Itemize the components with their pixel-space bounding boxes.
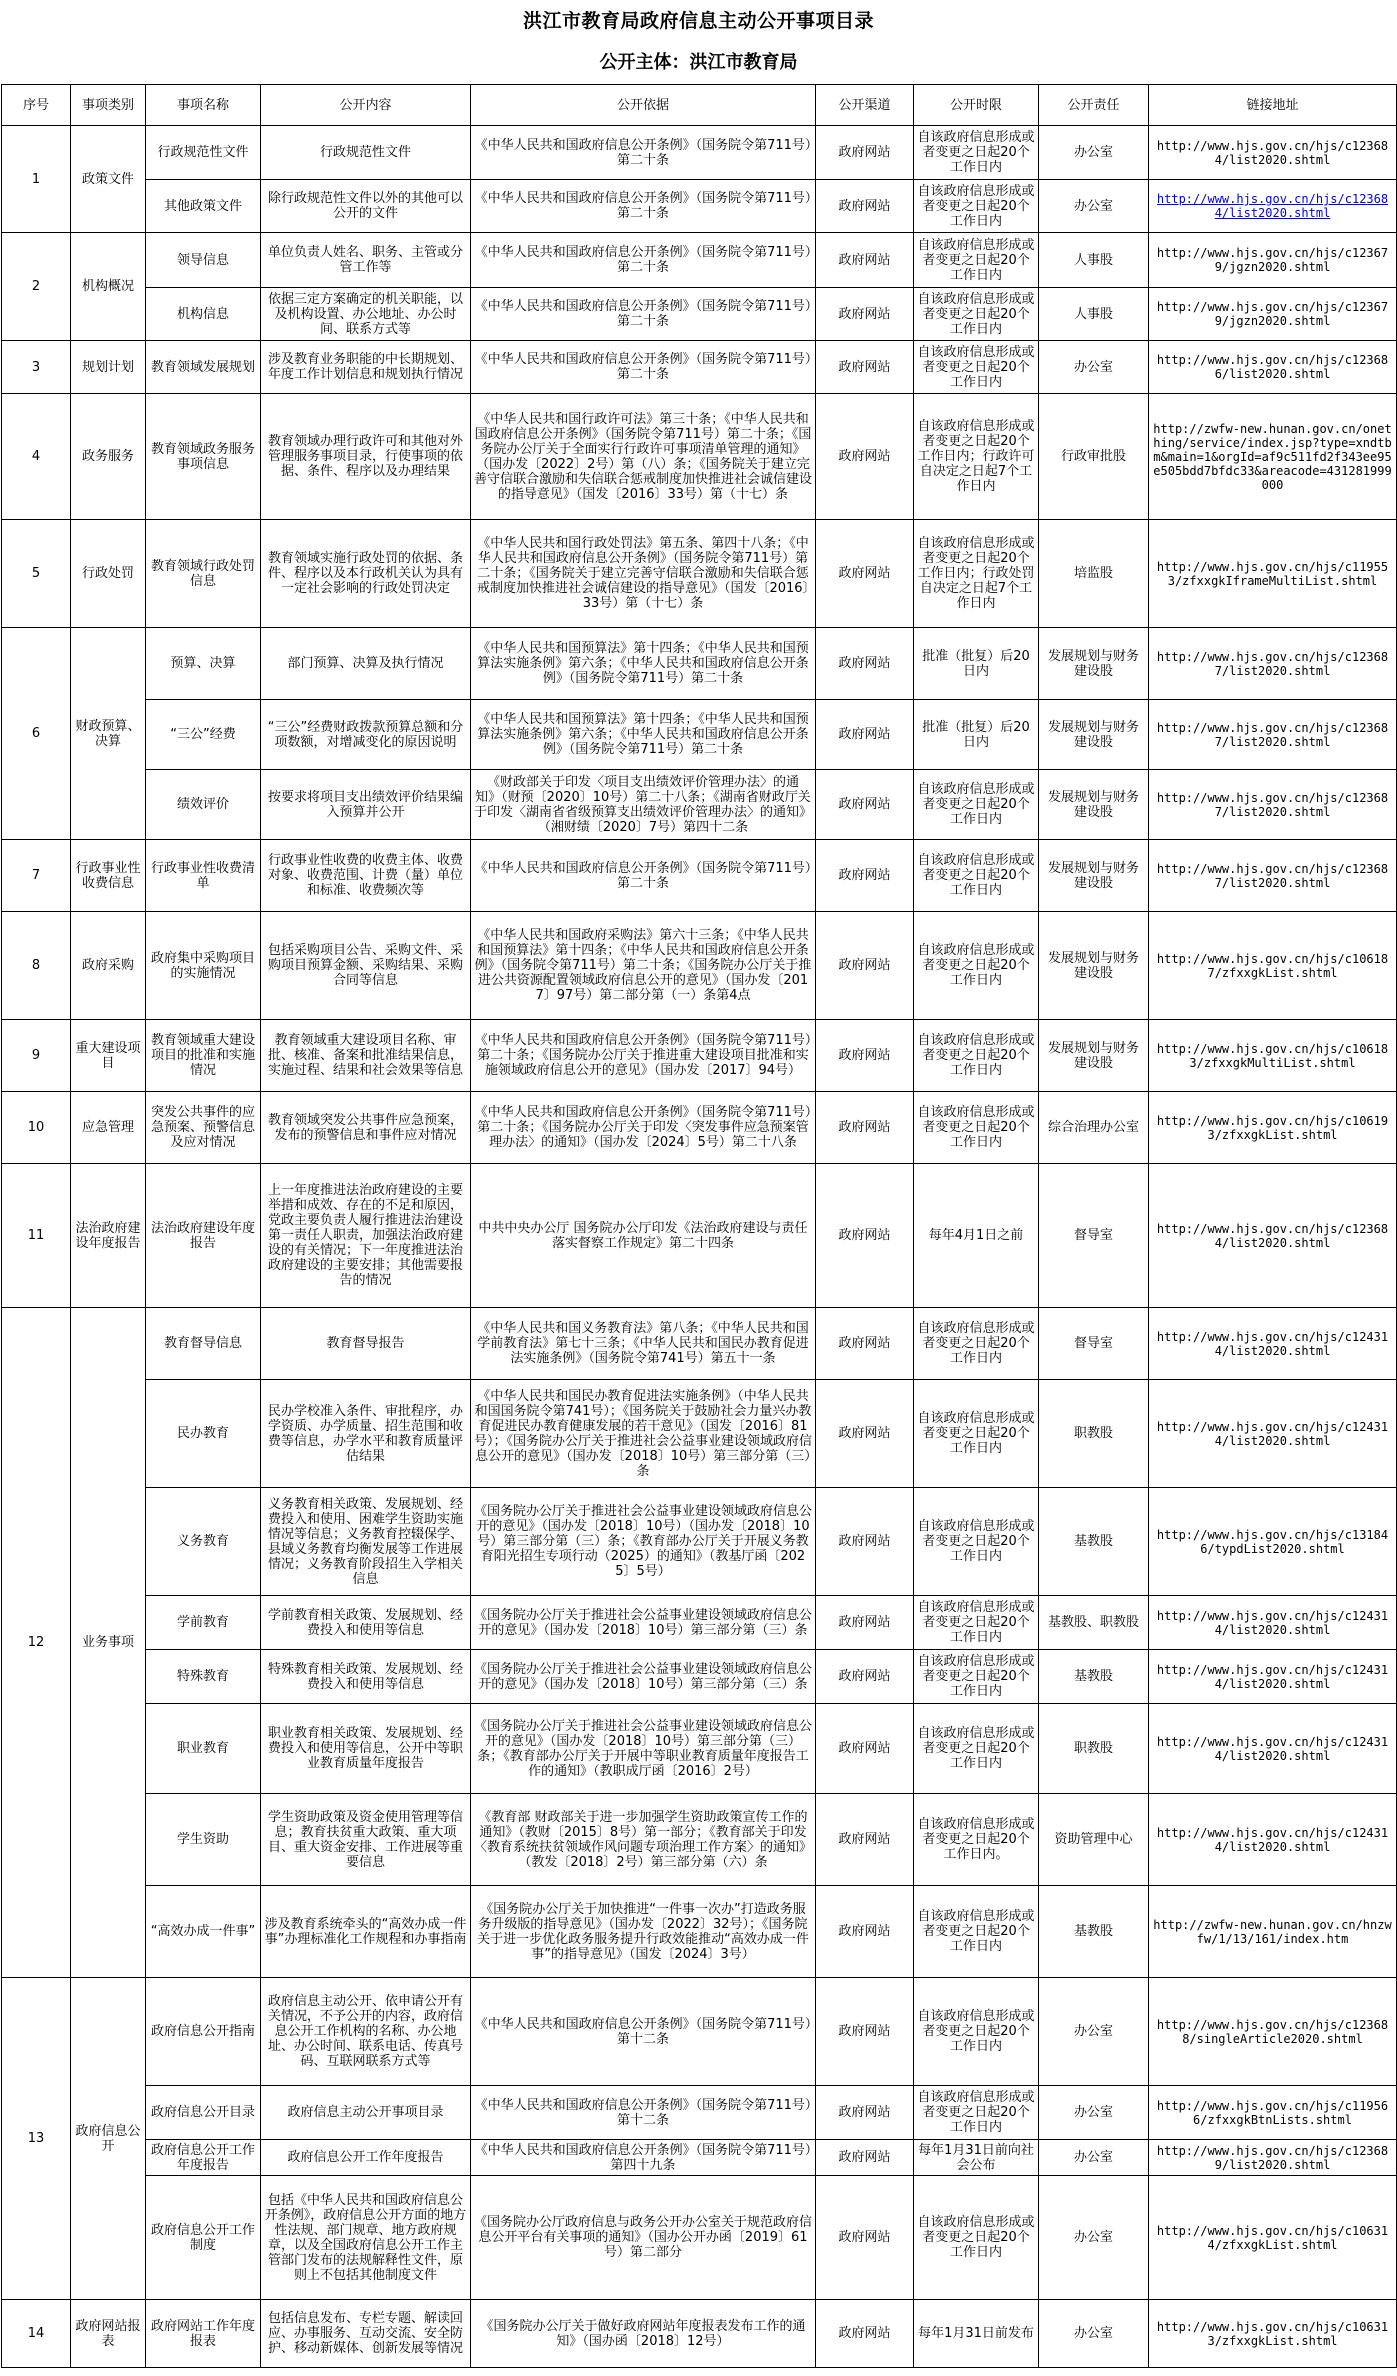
link-url-text: http://www.hjs.gov.cn/hjs/c106183/zfxxgkMultiList.shtml: [1156, 1041, 1389, 1070]
cell-link: [1149, 1886, 1397, 1978]
link-url-text: http://www.hjs.gov.cn/hjs/c124314/list2020.shtml: [1156, 1329, 1389, 1358]
table-row: [2, 126, 1397, 180]
cell-basis: 《中华人民共和国预算法》第十四条；《中华人民共和国预算法实施条例》第六条；《中华人民共和国政府信息公开条例》（国务院令第711号）第二十条: [471, 628, 816, 700]
cell-link: [1149, 1704, 1397, 1794]
table-row: [2, 1704, 1397, 1794]
cell-basis: 《中华人民共和国政府信息公开条例》（国务院令第711号）第二十条: [471, 840, 816, 912]
cell-channel: 政府网站: [816, 1164, 914, 1308]
table-row: [2, 912, 1397, 1020]
cell-link: [1149, 1650, 1397, 1704]
cell-category: 重大建设项目: [71, 1020, 146, 1092]
cell-link: [1149, 233, 1397, 288]
cell-category: 行政事业性收费信息: [71, 840, 146, 912]
cell-link: [1149, 1488, 1397, 1596]
table-row: [2, 233, 1397, 288]
cell-basis: 《中华人民共和国政府信息公开条例》（国务院令第711号）第二十条；《国务院办公厅关于推进重大建设项目批准和实施领域政府信息公开的意见》（国办发〔2017〕94号）: [471, 1020, 816, 1092]
cell-item-name: 学前教育: [146, 1596, 261, 1650]
header-col-content: 公开内容: [261, 85, 471, 126]
cell-responsibility: 发展规划与财务建设股: [1039, 912, 1149, 1020]
cell-responsibility: 发展规划与财务建设股: [1039, 840, 1149, 912]
table-row: [2, 1020, 1397, 1092]
cell-number: 10: [2, 1092, 71, 1164]
cell-channel: 政府网站: [816, 1650, 914, 1704]
cell-content: 教育领域突发公共事件应急预案，发布的预警信息和事件应对情况: [261, 1092, 471, 1164]
cell-link: [1149, 2176, 1397, 2300]
table-row: [2, 628, 1397, 700]
link-url-text: http://www.hjs.gov.cn/hjs/c124314/list2020.shtml: [1156, 1825, 1389, 1854]
table-row: [2, 1794, 1397, 1886]
cell-time-limit: 自该政府信息形成或者变更之日起20个工作日内: [914, 126, 1039, 180]
header-col-number: 序号: [2, 85, 71, 126]
cell-basis: 《国务院办公厅关于推进社会公益事业建设领域政府信息公开的意见》（国办发〔2018〕10号）第三部分第（三）条: [471, 1650, 816, 1704]
link-url-text: http://www.hjs.gov.cn/hjs/c123686/list2020.shtml: [1156, 353, 1389, 381]
page-title: 洪江市教育局政府信息主动公开事项目录: [522, 10, 874, 32]
cell-item-name: 行政事业性收费清单: [146, 840, 261, 912]
cell-time-limit: 自该政府信息形成或者变更之日起20个工作日内: [914, 180, 1039, 233]
link-url-text: http://www.hjs.gov.cn/hjs/c106193/zfxxgkList.shtml: [1156, 1113, 1389, 1142]
cell-link: [1149, 2086, 1397, 2140]
cell-category: 政府信息公开: [71, 1978, 146, 2300]
cell-time-limit: 自该政府信息形成或者变更之日起20个工作日内: [914, 1092, 1039, 1164]
cell-item-name: 政府集中采购项目的实施情况: [146, 912, 261, 1020]
cell-time-limit: 自该政府信息形成或者变更之日起20个工作日内: [914, 233, 1039, 288]
table-row: [2, 341, 1397, 394]
cell-basis: 《国务院办公厅关于推进社会公益事业建设领域政府信息公开的意见》（国办发〔2018〕10号）第三部分第（三）条；《教育部办公厅关于开展中等职业教育质量年度报告工作的通知》（教职成厅函〔2016〕2号）: [471, 1704, 816, 1794]
cell-basis: 《国务院办公厅关于做好政府网站年度报表发布工作的通知》（国办函〔2018〕12号）: [471, 2300, 816, 2368]
cell-basis: 《中华人民共和国义务教育法》第八条；《中华人民共和国学前教育法》第七十三条；《中华人民共和国民办教育促进法实施条例》（国务院令第741号）第五十一条: [471, 1308, 816, 1380]
cell-basis: 《国务院办公厅关于推进社会公益事业建设领域政府信息公开的意见》（国办发〔2018〕10号）（国办发〔2018〕10号）第三部分第（三）条；《教育部办公厅关于开展义务教育阳光招生专项行动（2025）的通知》（教基厅函〔2025〕5号）: [471, 1488, 816, 1596]
cell-item-name: 民办教育: [146, 1380, 261, 1488]
cell-content: 上一年度推进法治政府建设的主要举措和成效、存在的不足和原因，党政主要负责人履行推进法治建设第一责任人职责，加强法治政府建设的有关情况；下一年度推进法治政府建设的主要安排；其他需要报告的情况: [261, 1164, 471, 1308]
cell-basis: 《中华人民共和国政府信息公开条例》（国务院令第711号）第二十条: [471, 233, 816, 288]
cell-number: 11: [2, 1164, 71, 1308]
cell-item-name: 行政规范性文件: [146, 126, 261, 180]
link-url-hyperlink[interactable]: http://www.hjs.gov.cn/hjs/c123684/list2020.shtml: [1156, 192, 1389, 220]
cell-time-limit: 自该政府信息形成或者变更之日起20个工作日内: [914, 288, 1039, 341]
cell-channel: 政府网站: [816, 520, 914, 628]
cell-number: 6: [2, 628, 71, 840]
cell-responsibility: 职教股: [1039, 1380, 1149, 1488]
cell-basis: 《国务院办公厅关于推进社会公益事业建设领域政府信息公开的意见》（国办发〔2018〕10号）第三部分第（三）条: [471, 1596, 816, 1650]
table-row: [2, 1886, 1397, 1978]
cell-channel: 政府网站: [816, 1092, 914, 1164]
cell-item-name: 特殊教育: [146, 1650, 261, 1704]
link-url-text: http://www.hjs.gov.cn/hjs/c123688/singleArticle2020.shtml: [1156, 2017, 1389, 2046]
cell-item-name: 职业教育: [146, 1704, 261, 1794]
cell-item-name: 教育领域重大建设项目的批准和实施情况: [146, 1020, 261, 1092]
cell-responsibility: 发展规划与财务建设股: [1039, 700, 1149, 770]
cell-responsibility: 发展规划与财务建设股: [1039, 628, 1149, 700]
cell-link: [1149, 520, 1397, 628]
cell-responsibility: 办公室: [1039, 1978, 1149, 2086]
table-row: [2, 2176, 1397, 2300]
cell-number: 14: [2, 2300, 71, 2368]
cell-basis: 中共中央办公厅 国务院办公厅印发《法治政府建设与责任落实督察工作规定》第二十四条: [471, 1164, 816, 1308]
cell-content: “三公”经费财政拨款预算总额和分项数额，对增减变化的原因说明: [261, 700, 471, 770]
cell-responsibility: 督导室: [1039, 1164, 1149, 1308]
cell-channel: 政府网站: [816, 2300, 914, 2368]
cell-responsibility: 督导室: [1039, 1308, 1149, 1380]
cell-link: [1149, 1308, 1397, 1380]
catalog-table: [1, 84, 1397, 2368]
cell-item-name: 教育领域行政处罚信息: [146, 520, 261, 628]
cell-time-limit: 自该政府信息形成或者变更之日起20个工作日内: [914, 341, 1039, 394]
cell-basis: 《中华人民共和国行政许可法》第三十条；《中华人民共和国政府信息公开条例》（国务院令第711号）第二十条；《国务院办公厅关于全面实行行政许可事项清单管理的通知》（国办发〔2022〕2号）第（八）条；《国务院关于建立完善守信联合激励和失信联合惩戒制度加快推进社会诚信建设的指导意见》（国发〔2016〕33号）第（十七）条: [471, 394, 816, 520]
cell-time-limit: 每年4月1日之前: [914, 1164, 1039, 1308]
cell-channel: 政府网站: [816, 341, 914, 394]
cell-content: 教育督导报告: [261, 1308, 471, 1380]
table-row: [2, 394, 1397, 520]
cell-link: [1149, 2300, 1397, 2368]
cell-basis: 《国务院办公厅关于加快推进“一件事一次办”打造政务服务升级版的指导意见》（国办发〔2022〕32号）；《国务院关于进一步优化政务服务提升行政效能推动“高效办成一件事”的指导意见》（国发〔2024〕3号）: [471, 1886, 816, 1978]
cell-content: 教育领域实施行政处罚的依据、条件、程序以及本行政机关认为具有一定社会影响的行政处罚决定: [261, 520, 471, 628]
cell-time-limit: 自该政府信息形成或者变更之日起20个工作日内: [914, 1704, 1039, 1794]
cell-category: 政策文件: [71, 126, 146, 233]
cell-item-name: 学生资助: [146, 1794, 261, 1886]
cell-basis: 《中华人民共和国行政处罚法》第五条、第四十八条；《中华人民共和国政府信息公开条例》（国务院令第711号）第二十条；《国务院关于建立完善守信联合激励和失信联合惩戒制度加快推进社会诚信建设的指导意见》（国发〔2016〕33号）第（十七）条: [471, 520, 816, 628]
header-col-link: 链接地址: [1149, 85, 1397, 126]
cell-link: [1149, 628, 1397, 700]
link-url-text: http://www.hjs.gov.cn/hjs/c106187/zfxxgkList.shtml: [1156, 951, 1389, 980]
cell-link: [1149, 1794, 1397, 1886]
table-row: [2, 700, 1397, 770]
cell-category: 财政预算、决算: [71, 628, 146, 840]
cell-category: 法治政府建设年度报告: [71, 1164, 146, 1308]
cell-responsibility: 人事股: [1039, 233, 1149, 288]
cell-time-limit: 自该政府信息形成或者变更之日起20个工作日内。: [914, 1794, 1039, 1886]
cell-item-name: 法治政府建设年度报告: [146, 1164, 261, 1308]
cell-item-name: “高效办成一件事”: [146, 1886, 261, 1978]
cell-basis: 《中华人民共和国民办教育促进法实施条例》（中华人民共和国国务院令第741号）；《国务院关于鼓励社会力量兴办教育促进民办教育健康发展的若干意见》（国发〔2016〕81号）；《国务院办公厅关于推进社会公益事业建设领域政府信息公开的意见》（国办发〔2018〕10号）第三部分第（三）条: [471, 1380, 816, 1488]
cell-item-name: 预算、决算: [146, 628, 261, 700]
cell-responsibility: 培监股: [1039, 520, 1149, 628]
cell-number: 1: [2, 126, 71, 233]
cell-category: 机构概况: [71, 233, 146, 341]
header-col-category: 事项类别: [71, 85, 146, 126]
cell-link: [1149, 912, 1397, 1020]
link-url-text: http://www.hjs.gov.cn/hjs/c119566/zfxxgkBtnLists.shtml: [1156, 2098, 1389, 2127]
link-url-text: http://www.hjs.gov.cn/hjs/c123679/jgzn2020.shtml: [1156, 246, 1389, 274]
cell-item-name: 教育督导信息: [146, 1308, 261, 1380]
cell-link: [1149, 1020, 1397, 1092]
cell-basis: 《中华人民共和国政府信息公开条例》（国务院令第711号）第十二条: [471, 2086, 816, 2140]
cell-channel: 政府网站: [816, 2140, 914, 2176]
cell-channel: 政府网站: [816, 126, 914, 180]
link-url-text: http://www.hjs.gov.cn/hjs/c106313/zfxxgkList.shtml: [1156, 2319, 1389, 2348]
cell-channel: 政府网站: [816, 912, 914, 1020]
cell-item-name: 政府信息公开工作制度: [146, 2176, 261, 2300]
table-row: [2, 2086, 1397, 2140]
cell-category: 业务事项: [71, 1308, 146, 1978]
cell-content: 政府信息主动公开事项目录: [261, 2086, 471, 2140]
table-row: [2, 1380, 1397, 1488]
cell-category: 政府网站报表: [71, 2300, 146, 2368]
table-header-row: [2, 85, 1397, 126]
cell-link: [1149, 180, 1397, 233]
header-col-item-name: 事项名称: [146, 85, 261, 126]
cell-responsibility: 综合治理办公室: [1039, 1092, 1149, 1164]
cell-content: 民办学校准入条件、审批程序，办学资质、办学质量、招生范围和收费等信息，办学水平和教育质量评估结果: [261, 1380, 471, 1488]
cell-number: 5: [2, 520, 71, 628]
cell-content: 职业教育相关政策、发展规划、经费投入和使用等信息，公开中等职业教育质量年度报告: [261, 1704, 471, 1794]
cell-time-limit: 自该政府信息形成或者变更之日起20个工作日内: [914, 1650, 1039, 1704]
cell-number: 4: [2, 394, 71, 520]
cell-responsibility: 基教股: [1039, 1886, 1149, 1978]
cell-responsibility: 办公室: [1039, 2176, 1149, 2300]
table-body: [2, 126, 1397, 2368]
link-url-text: http://www.hjs.gov.cn/hjs/c124314/list2020.shtml: [1156, 1419, 1389, 1448]
cell-channel: 政府网站: [816, 2176, 914, 2300]
link-url-text: http://zwfw-new.hunan.gov.cn/hnzwfw/1/13/161/index.htm: [1153, 1917, 1392, 1946]
table-row: [2, 1164, 1397, 1308]
table-row: [2, 1488, 1397, 1596]
table-row: [2, 520, 1397, 628]
cell-content: 特殊教育相关政策、发展规划、经费投入和使用等信息: [261, 1650, 471, 1704]
link-url-text: http://zwfw-new.hunan.gov.cn/onething/service/index.jsp?type=xndtbm&main=1&orgId=af9c511fd2f343ee95e505bdd7bfdc33&areacode=431281999000: [1153, 421, 1392, 492]
table-row: [2, 180, 1397, 233]
cell-channel: 政府网站: [816, 1886, 914, 1978]
cell-content: 除行政规范性文件以外的其他可以公开的文件: [261, 180, 471, 233]
cell-time-limit: 自该政府信息形成或者变更之日起20个工作日内；行政许可自决定之日起7个工作日内: [914, 394, 1039, 520]
table-row: [2, 770, 1397, 840]
cell-channel: 政府网站: [816, 628, 914, 700]
link-url-text: http://www.hjs.gov.cn/hjs/c124314/list2020.shtml: [1156, 1662, 1389, 1691]
cell-basis: 《国务院办公厅政府信息与政务公开办公室关于规范政府信息公开平台有关事项的通知》（国办公开办函〔2019〕61号）第二部分: [471, 2176, 816, 2300]
cell-channel: 政府网站: [816, 1380, 914, 1488]
cell-responsibility: 办公室: [1039, 2300, 1149, 2368]
cell-item-name: 教育领域政务服务事项信息: [146, 394, 261, 520]
cell-item-name: 机构信息: [146, 288, 261, 341]
cell-responsibility: 行政审批股: [1039, 394, 1149, 520]
header-col-basis: 公开依据: [471, 85, 816, 126]
cell-time-limit: 自该政府信息形成或者变更之日起20个工作日内: [914, 770, 1039, 840]
cell-time-limit: 每年1月31日前发布: [914, 2300, 1039, 2368]
cell-responsibility: 发展规划与财务建设股: [1039, 770, 1149, 840]
link-url-text: http://www.hjs.gov.cn/hjs/c123687/list2020.shtml: [1156, 790, 1389, 819]
header-col-time-limit: 公开时限: [914, 85, 1039, 126]
cell-basis: 《中华人民共和国政府信息公开条例》（国务院令第711号）第二十条: [471, 180, 816, 233]
cell-time-limit: 自该政府信息形成或者变更之日起20个工作日内: [914, 1886, 1039, 1978]
cell-category: 政府采购: [71, 912, 146, 1020]
cell-content: 政府信息主动公开、依申请公开有关情况，不予公开的内容，政府信息公开工作机构的名称、办公地址、办公时间、联系电话、传真号码、互联网联系方式等: [261, 1978, 471, 2086]
cell-number: 2: [2, 233, 71, 341]
cell-channel: 政府网站: [816, 180, 914, 233]
cell-item-name: 义务教育: [146, 1488, 261, 1596]
cell-content: 行政事业性收费的收费主体、收费对象、收费范围、计费（量）单位和标准、收费频次等: [261, 840, 471, 912]
cell-time-limit: 自该政府信息形成或者变更之日起20个工作日内: [914, 1020, 1039, 1092]
cell-content: 学生资助政策及资金使用管理等信息；教育扶贫重大政策、重大项目、重大资金安排、工作进展等重要信息: [261, 1794, 471, 1886]
cell-link: [1149, 394, 1397, 520]
cell-item-name: 领导信息: [146, 233, 261, 288]
cell-item-name: 绩效评价: [146, 770, 261, 840]
cell-content: 学前教育相关政策、发展规划、经费投入和使用等信息: [261, 1596, 471, 1650]
cell-number: 3: [2, 341, 71, 394]
cell-responsibility: 办公室: [1039, 126, 1149, 180]
link-url-text: http://www.hjs.gov.cn/hjs/c123684/list2020.shtml: [1156, 138, 1389, 167]
link-url-text: http://www.hjs.gov.cn/hjs/c123684/list2020.shtml: [1156, 1221, 1389, 1250]
cell-item-name: 政府信息公开指南: [146, 1978, 261, 2086]
table-row: [2, 840, 1397, 912]
cell-category: 政务服务: [71, 394, 146, 520]
link-url-text: http://www.hjs.gov.cn/hjs/c123687/list2020.shtml: [1156, 649, 1389, 678]
cell-basis: 《中华人民共和国政府信息公开条例》（国务院令第711号）第二十条；《国务院办公厅关于印发〈突发事件应急预案管理办法〉的通知》（国办发〔2024〕5号）第二十八条: [471, 1092, 816, 1164]
cell-item-name: 其他政策文件: [146, 180, 261, 233]
cell-responsibility: 办公室: [1039, 2086, 1149, 2140]
cell-content: 部门预算、决算及执行情况: [261, 628, 471, 700]
cell-item-name: 政府信息公开目录: [146, 2086, 261, 2140]
cell-responsibility: 办公室: [1039, 2140, 1149, 2176]
cell-time-limit: 批准（批复）后20日内: [914, 628, 1039, 700]
cell-item-name: 教育领域发展规划: [146, 341, 261, 394]
cell-channel: 政府网站: [816, 2086, 914, 2140]
cell-basis: 《教育部 财政部关于进一步加强学生资助政策宣传工作的通知》（教财〔2015〕8号）第一部分；《教育部关于印发〈教育系统扶贫领域作风问题专项治理工作方案〉的通知》（教发〔2018〕2号）第三部分第（六）条: [471, 1794, 816, 1886]
link-url-text: http://www.hjs.gov.cn/hjs/c123679/jgzn2020.shtml: [1156, 300, 1389, 328]
cell-content: 义务教育相关政策、发展规划、经费投入和使用、困难学生资助实施情况等信息；义务教育控辍保学、县域义务教育均衡发展等工作进展情况；义务教育阶段招生入学相关信息: [261, 1488, 471, 1596]
cell-content: 行政规范性文件: [261, 126, 471, 180]
cell-link: [1149, 700, 1397, 770]
table-row: [2, 2140, 1397, 2176]
cell-responsibility: 基教股: [1039, 1488, 1149, 1596]
title-block: [0, 0, 1397, 84]
cell-basis: 《中华人民共和国政府信息公开条例》（国务院令第711号）第二十条: [471, 288, 816, 341]
cell-channel: 政府网站: [816, 394, 914, 520]
table-row: [2, 1308, 1397, 1380]
cell-category: 应急管理: [71, 1092, 146, 1164]
table-row: [2, 1650, 1397, 1704]
cell-time-limit: 自该政府信息形成或者变更之日起20个工作日内: [914, 2086, 1039, 2140]
cell-basis: 《中华人民共和国政府信息公开条例》（国务院令第711号）第四十九条: [471, 2140, 816, 2176]
cell-link: [1149, 1380, 1397, 1488]
cell-category: 规划计划: [71, 341, 146, 394]
cell-time-limit: 自该政府信息形成或者变更之日起20个工作日内: [914, 1978, 1039, 2086]
cell-content: 依据三定方案确定的机关职能，以及机构设置、办公地址、办公时间、联系方式等: [261, 288, 471, 341]
table-row: [2, 1978, 1397, 2086]
cell-link: [1149, 1978, 1397, 2086]
cell-time-limit: 批准（批复）后20日内: [914, 700, 1039, 770]
cell-item-name: 政府信息公开工作年度报告: [146, 2140, 261, 2176]
cell-link: [1149, 1092, 1397, 1164]
cell-responsibility: 办公室: [1039, 341, 1149, 394]
cell-link: [1149, 341, 1397, 394]
cell-time-limit: 自该政府信息形成或者变更之日起20个工作日内: [914, 912, 1039, 1020]
cell-number: 9: [2, 1020, 71, 1092]
cell-content: 教育领域重大建设项目名称、审批、核准、备案和批准结果信息，实施过程、结果和社会效果等信息: [261, 1020, 471, 1092]
cell-channel: 政府网站: [816, 770, 914, 840]
cell-time-limit: 自该政府信息形成或者变更之日起20个工作日内: [914, 2176, 1039, 2300]
cell-content: 包括信息发布、专栏专题、解读回应、办事服务、互动交流、安全防护、移动新媒体、创新发展等情况: [261, 2300, 471, 2368]
link-url-text: http://www.hjs.gov.cn/hjs/c123687/list2020.shtml: [1156, 720, 1389, 749]
cell-time-limit: 自该政府信息形成或者变更之日起20个工作日内: [914, 1308, 1039, 1380]
cell-time-limit: 自该政府信息形成或者变更之日起20个工作日内；行政处罚自决定之日起7个工作日内: [914, 520, 1039, 628]
cell-channel: 政府网站: [816, 1704, 914, 1794]
cell-link: [1149, 1164, 1397, 1308]
page-subtitle: 公开主体：洪江市教育局: [599, 52, 798, 73]
cell-channel: 政府网站: [816, 1596, 914, 1650]
cell-item-name: 突发公共事件的应急预案、预警信息及应对情况: [146, 1092, 261, 1164]
link-url-text: http://www.hjs.gov.cn/hjs/c119553/zfxxgkIframeMultiList.shtml: [1156, 559, 1389, 588]
cell-responsibility: 职教股: [1039, 1704, 1149, 1794]
cell-time-limit: 自该政府信息形成或者变更之日起20个工作日内: [914, 1380, 1039, 1488]
cell-responsibility: 发展规划与财务建设股: [1039, 1020, 1149, 1092]
header-col-responsibility: 公开责任: [1039, 85, 1149, 126]
cell-channel: 政府网站: [816, 1488, 914, 1596]
cell-time-limit: 自该政府信息形成或者变更之日起20个工作日内: [914, 1596, 1039, 1650]
cell-responsibility: 资助管理中心: [1039, 1794, 1149, 1886]
cell-basis: 《中华人民共和国政府采购法》第六十三条；《中华人民共和国预算法》第十四条；《中华人民共和国政府信息公开条例》（国务院令第711号）第二十条；《国务院办公厅关于推进公共资源配置领域政府信息公开的意见》（国办发〔2017〕97号）第二部分第（一）条第4点: [471, 912, 816, 1020]
cell-number: 8: [2, 912, 71, 1020]
link-url-text: http://www.hjs.gov.cn/hjs/c124314/list2020.shtml: [1156, 1608, 1389, 1637]
cell-channel: 政府网站: [816, 233, 914, 288]
link-url-text: http://www.hjs.gov.cn/hjs/c106314/zfxxgkList.shtml: [1156, 2223, 1389, 2252]
cell-responsibility: 基教股、职教股: [1039, 1596, 1149, 1650]
cell-basis: 《中华人民共和国预算法》第十四条；《中华人民共和国预算法实施条例》第六条；《中华人民共和国政府信息公开条例》（国务院令第711号）第二十条: [471, 700, 816, 770]
cell-content: 单位负责人姓名、职务、主管或分管工作等: [261, 233, 471, 288]
table-row: [2, 1092, 1397, 1164]
cell-basis: 《中华人民共和国政府信息公开条例》（国务院令第711号）第十二条: [471, 1978, 816, 2086]
cell-responsibility: 基教股: [1039, 1650, 1149, 1704]
cell-content: 按要求将项目支出绩效评价结果编入预算并公开: [261, 770, 471, 840]
cell-link: [1149, 2140, 1397, 2176]
cell-basis: 《中华人民共和国政府信息公开条例》（国务院令第711号）第二十条: [471, 341, 816, 394]
cell-link: [1149, 840, 1397, 912]
table-row: [2, 1596, 1397, 1650]
cell-channel: 政府网站: [816, 840, 914, 912]
cell-channel: 政府网站: [816, 288, 914, 341]
cell-link: [1149, 288, 1397, 341]
cell-number: 12: [2, 1308, 71, 1978]
cell-channel: 政府网站: [816, 1978, 914, 2086]
cell-item-name: 政府网站工作年度报表: [146, 2300, 261, 2368]
cell-time-limit: 自该政府信息形成或者变更之日起20个工作日内: [914, 1488, 1039, 1596]
cell-link: [1149, 770, 1397, 840]
link-url-text: http://www.hjs.gov.cn/hjs/c131846/typdList2020.shtml: [1156, 1527, 1389, 1556]
cell-number: 13: [2, 1978, 71, 2300]
cell-number: 7: [2, 840, 71, 912]
cell-time-limit: 每年1月31日前向社会公布: [914, 2140, 1039, 2176]
link-url-text: http://www.hjs.gov.cn/hjs/c123689/list2020.shtml: [1156, 2143, 1389, 2172]
link-url-text: http://www.hjs.gov.cn/hjs/c124314/list2020.shtml: [1156, 1734, 1389, 1763]
cell-channel: 政府网站: [816, 700, 914, 770]
cell-channel: 政府网站: [816, 1794, 914, 1886]
cell-content: 教育领域办理行政许可和其他对外管理服务事项目录，行使事项的依据、条件、程序以及办理结果: [261, 394, 471, 520]
cell-content: 涉及教育业务职能的中长期规划、年度工作计划信息和规划执行情况: [261, 341, 471, 394]
cell-responsibility: 人事股: [1039, 288, 1149, 341]
cell-content: 涉及教育系统牵头的“高效办成一件事”办理标准化工作规程和办事指南: [261, 1886, 471, 1978]
cell-category: 行政处罚: [71, 520, 146, 628]
link-url-text: http://www.hjs.gov.cn/hjs/c123687/list2020.shtml: [1156, 861, 1389, 890]
cell-channel: 政府网站: [816, 1020, 914, 1092]
cell-channel: 政府网站: [816, 1308, 914, 1380]
cell-link: [1149, 1596, 1397, 1650]
header-col-channel: 公开渠道: [816, 85, 914, 126]
cell-content: 包括采购项目公告、采购文件、采购项目预算金额、采购结果、采购合同等信息: [261, 912, 471, 1020]
cell-responsibility: 办公室: [1039, 180, 1149, 233]
table-row: [2, 2300, 1397, 2368]
table-row: [2, 288, 1397, 341]
cell-content: 政府信息公开工作年度报告: [261, 2140, 471, 2176]
cell-link: [1149, 126, 1397, 180]
cell-item-name: “三公”经费: [146, 700, 261, 770]
cell-time-limit: 自该政府信息形成或者变更之日起20个工作日内: [914, 840, 1039, 912]
cell-content: 包括《中华人民共和国政府信息公开条例》，政府信息公开方面的地方性法规、部门规章、地方政府规章，以及全国政府信息公开工作主管部门发布的法规解释性文件，原则上不包括其他制度文件: [261, 2176, 471, 2300]
cell-basis: 《财政部关于印发〈项目支出绩效评价管理办法〉的通知》（财预〔2020〕10号）第二十八条；《湖南省财政厅关于印发〈湖南省省级预算支出绩效评价管理办法〉的通知》（湘财绩〔2020〕7号）第四十二条: [471, 770, 816, 840]
cell-basis: 《中华人民共和国政府信息公开条例》（国务院令第711号）第二十条: [471, 126, 816, 180]
